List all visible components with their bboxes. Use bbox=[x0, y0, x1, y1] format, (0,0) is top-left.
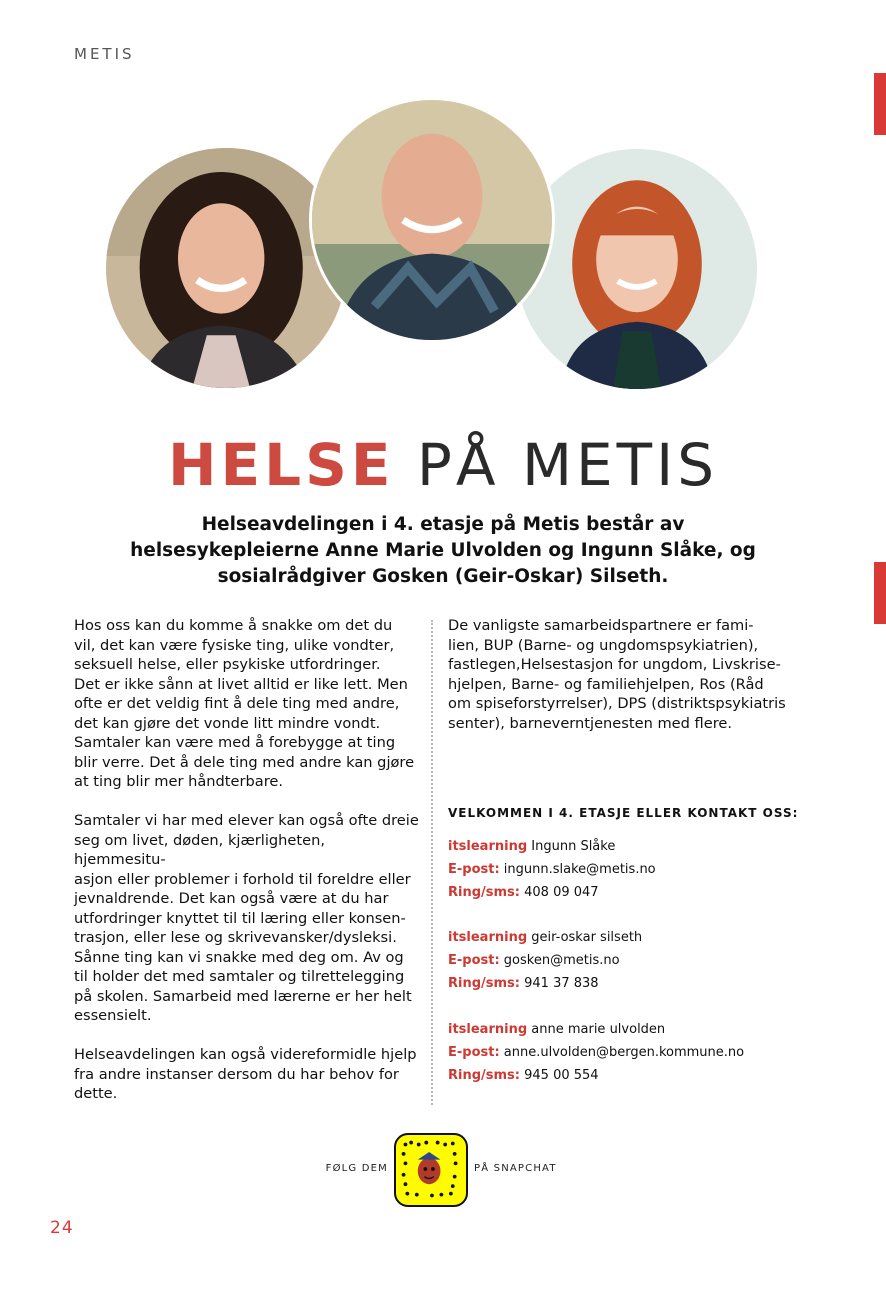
contact-block-geir-oskar bbox=[448, 926, 642, 995]
portrait-woman-curly-hair bbox=[103, 145, 349, 391]
partners-paragraph: De vanligste samarbeidspartnere er fami- lien, BUP (Barne- og ungdomspsykiatrien), fastlegen,Helsestasjon for ungdom, Livskrise- hjelpen, Barne- og familiehjelpen, Ros (Råd om spiseforstyrrelser), DPS (distriktspsykiatris senter), barneverntjenesten med flere. bbox=[448, 617, 786, 732]
snapchat-row bbox=[0, 1133, 886, 1207]
portrait-man-bald bbox=[309, 97, 555, 343]
phone-label: Ring/sms: bbox=[448, 1068, 520, 1083]
itslearning-label: itslearning bbox=[448, 1022, 528, 1037]
left-column bbox=[74, 616, 419, 1123]
email-label: E-post: bbox=[448, 953, 500, 968]
snapchat-right-text: PÅ SNAPCHAT bbox=[474, 1163, 557, 1174]
contact-block-anne-marie bbox=[448, 1018, 744, 1087]
snapchat-left-text: FØLG DEM bbox=[325, 1163, 388, 1174]
title-rest: PÅ METIS bbox=[416, 431, 719, 499]
email-value[interactable]: ingunn.slake@metis.no bbox=[499, 862, 656, 877]
phone-value[interactable]: 408 09 047 bbox=[520, 885, 599, 900]
column-divider bbox=[431, 620, 433, 1105]
page-tab-middle bbox=[874, 562, 886, 624]
email-label: E-post: bbox=[448, 862, 500, 877]
paragraph-2: Samtaler vi har med elever kan også ofte dreie seg om livet, døden, kjærligheten, hjemmesitu- asjon eller problemer i forhold til foreldre eller jevnaldrende. Det kan også være at du har utfordringer knyttet til til læring eller konsen- trasjon, eller lese og skrivevansker/dysleksi. Sånne ting kan vi snakke med deg om. Av og til holder det med samtaler og tilrettelegging på skolen. Samarbeid med lærerne er her helt essensielt. bbox=[74, 812, 419, 1024]
contact-heading: VELKOMMEN I 4. ETASJE ELLER KONTAKT OSS: bbox=[448, 806, 799, 820]
portrait-woman-red-hair bbox=[514, 146, 760, 392]
phone-label: Ring/sms: bbox=[448, 976, 520, 991]
itslearning-value[interactable]: geir-oskar silseth bbox=[527, 930, 643, 945]
itslearning-label: itslearning bbox=[448, 930, 528, 945]
lead-paragraph: Helseavdelingen i 4. etasje på Metis består av helsesykepleierne Anne Marie Ulvolden og Ingunn Slåke, og sosialrådgiver Gosken (Geir-Oskar) Silseth. bbox=[130, 514, 756, 587]
page-number: 24 bbox=[50, 1218, 74, 1238]
magazine-label: METIS bbox=[74, 45, 135, 63]
page-tab-top bbox=[874, 73, 886, 135]
email-label: E-post: bbox=[448, 1045, 500, 1060]
itslearning-value[interactable]: Ingunn Slåke bbox=[527, 839, 616, 854]
email-value[interactable]: gosken@metis.no bbox=[499, 953, 620, 968]
right-column bbox=[448, 616, 793, 733]
paragraph-3: Helseavdelingen kan også videreformidle hjelp fra andre instanser dersom du har behov for dette. bbox=[74, 1046, 417, 1102]
snapcode-icon[interactable] bbox=[394, 1133, 468, 1207]
phone-value[interactable]: 941 37 838 bbox=[520, 976, 599, 991]
contact-block-ingunn bbox=[448, 835, 656, 904]
itslearning-value[interactable]: anne marie ulvolden bbox=[527, 1022, 666, 1037]
phone-label: Ring/sms: bbox=[448, 885, 520, 900]
phone-value[interactable]: 945 00 554 bbox=[520, 1068, 599, 1083]
title-highlight: HELSE bbox=[167, 431, 395, 499]
email-value[interactable]: anne.ulvolden@bergen.kommune.no bbox=[499, 1045, 745, 1060]
page-title bbox=[0, 430, 886, 500]
paragraph-1: Hos oss kan du komme å snakke om det du vil, det kan være fysiske ting, ulike vondter, seksuell helse, eller psykiske utfordringer. Det er ikke sånn at livet alltid er like lett. Men ofte er det veldig fint å dele ting med andre, det kan gjøre det vonde litt mindre vondt. Samtaler kan være med å forebygge at ting blir verre. Det å dele ting med andre kan gjøre at ting blir mer håndterbare. bbox=[74, 617, 415, 790]
itslearning-label: itslearning bbox=[448, 839, 528, 854]
